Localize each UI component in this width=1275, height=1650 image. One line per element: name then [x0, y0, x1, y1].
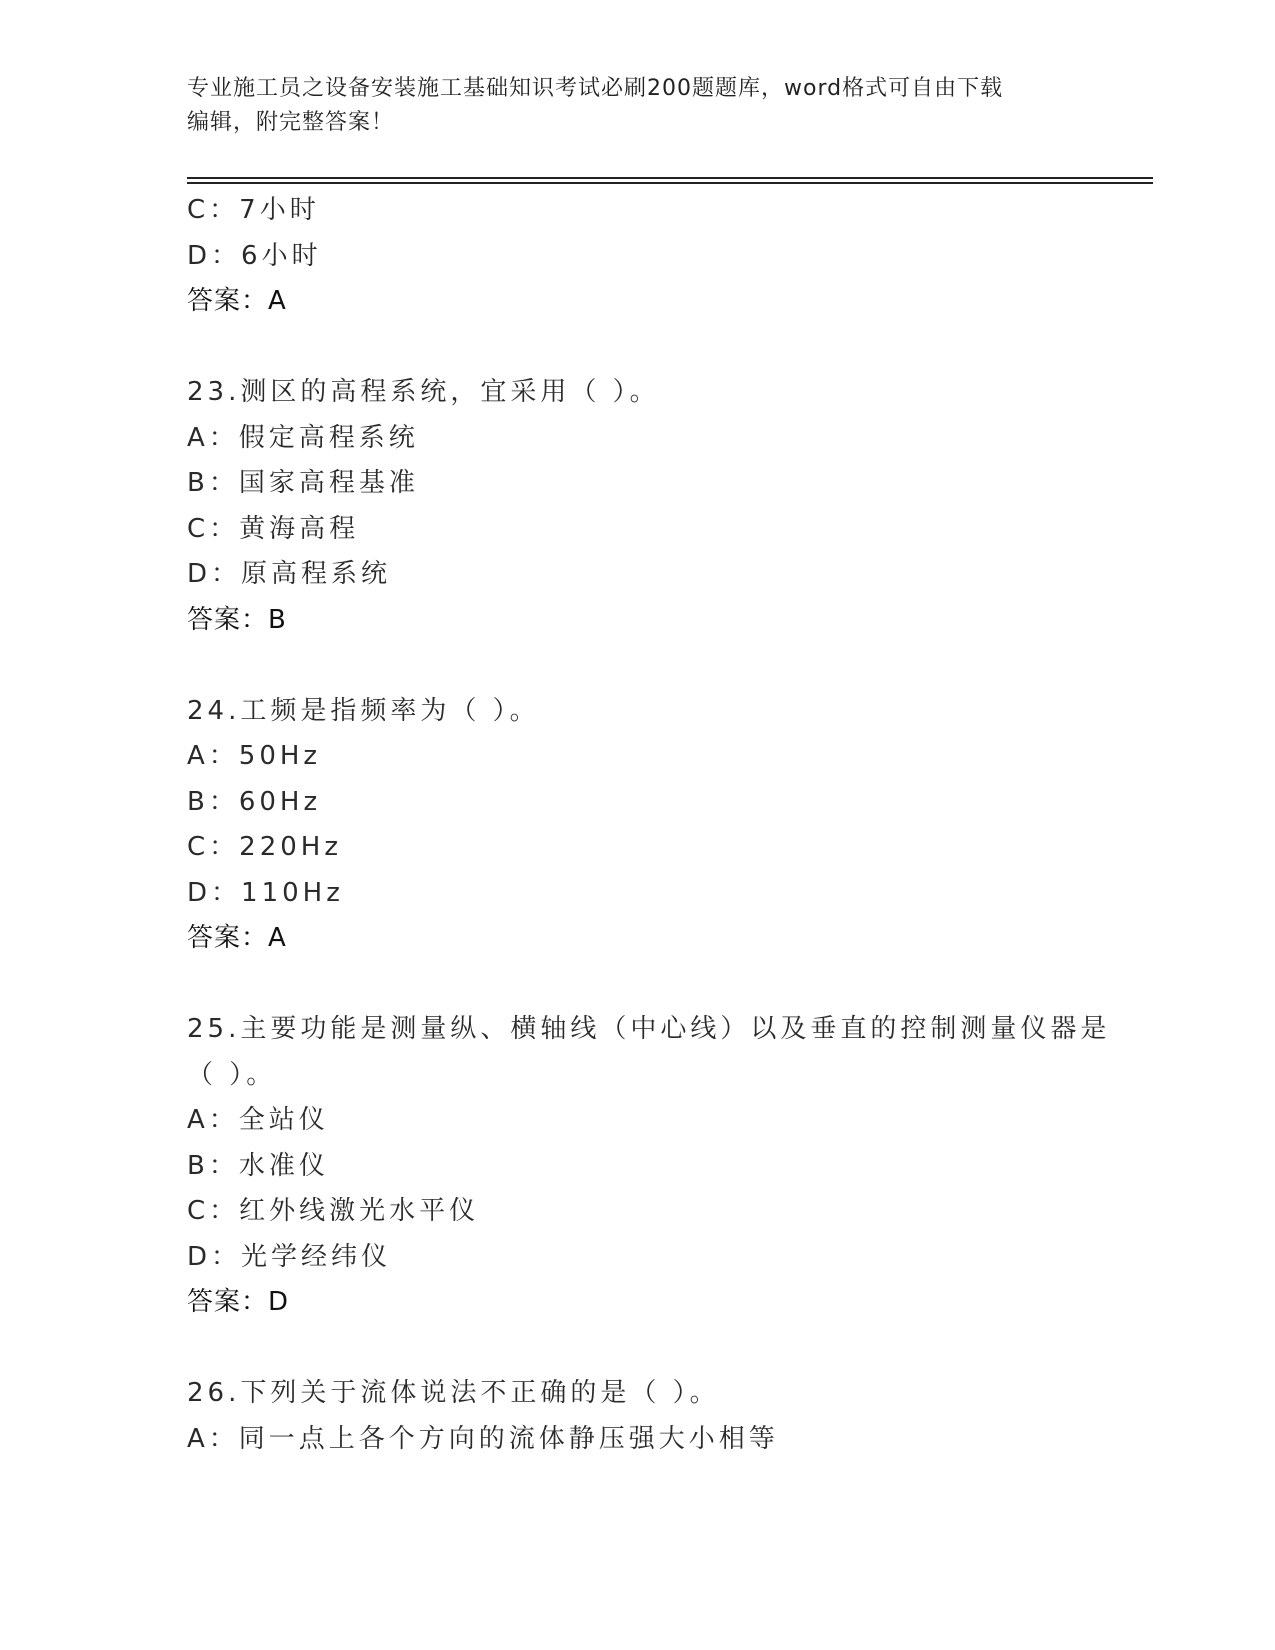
answer-line: 答案：B	[187, 604, 287, 635]
spacer	[187, 962, 1087, 1008]
option-a: A：假定高程系统	[187, 422, 419, 453]
option-c: C：红外线激光水平仪	[187, 1196, 480, 1226]
answer-line: 答案：D	[187, 1287, 290, 1317]
option-c: C：黄海高程	[187, 513, 360, 544]
document-header	[187, 72, 1087, 140]
spacer	[187, 325, 1087, 371]
question-list	[187, 188, 1111, 1462]
header-divider-top	[187, 177, 1153, 179]
option-a: A：同一点上各个方向的流体静压强大小相等	[187, 1423, 779, 1454]
option-c: C：220Hz	[187, 832, 342, 862]
question-stem-24: 24.工频是指频率为（ ）。	[187, 695, 540, 726]
spacer	[187, 1326, 1087, 1372]
option-b: B：60Hz	[187, 786, 322, 817]
answer-line: 答案：A	[187, 923, 287, 953]
option-a: A：50Hz	[187, 741, 322, 771]
spacer	[187, 643, 1087, 689]
question-stem-25-line-2: （ ）。	[187, 1059, 277, 1090]
answer-line: 答案：A	[187, 286, 287, 316]
option-b: B：水准仪	[187, 1150, 329, 1181]
option-c: C：7小时	[187, 195, 320, 225]
question-stem-23: 23.测区的高程系统，宜采用（ ）。	[187, 377, 660, 407]
header-line-1: 专业施工员之设备安装施工基础知识考试必刷200题题库，word格式可自由下载	[187, 76, 1004, 101]
option-d: D：110Hz	[187, 877, 344, 908]
option-d: D：光学经纬仪	[187, 1241, 392, 1272]
header-line-2: 编辑，附完整答案！	[187, 110, 395, 135]
option-a: A：全站仪	[187, 1105, 329, 1135]
option-d: D：原高程系统	[187, 559, 392, 589]
question-stem-26: 26.下列关于流体说法不正确的是（ ）。	[187, 1378, 720, 1408]
option-d: D：6小时	[187, 240, 322, 271]
header-divider-bottom	[187, 182, 1153, 184]
option-b: B：国家高程基准	[187, 468, 419, 498]
question-stem-25-line-1: 25.主要功能是测量纵、横轴线（中心线）以及垂直的控制测量仪器是	[187, 1014, 1111, 1044]
